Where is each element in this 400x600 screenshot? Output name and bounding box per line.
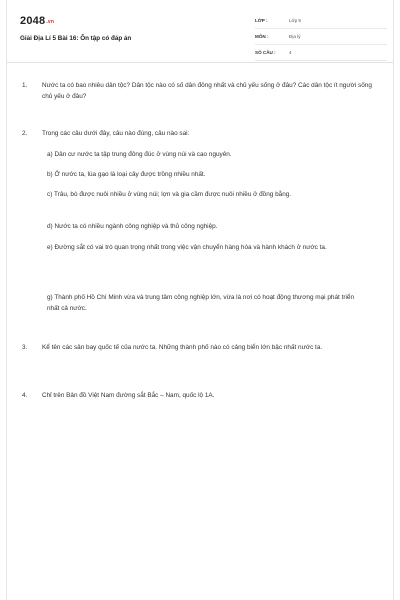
answer-option-e: e) Đường sắt có vai trò quan trọng nhất trong việc vận chuyển hàng hóa và hành khách ở nước ta. — [47, 244, 327, 251]
meta-label-class: LỚP : — [255, 18, 268, 23]
site-logo[interactable] — [20, 15, 54, 27]
question-text: Nước ta có bao nhiêu dân tộc? Dân tộc nào có số dân đông nhất và chủ yếu sống ở đâu? Các dân tộc ít người sống chủ yếu ở đâu? — [42, 82, 372, 100]
meta-label-subject: MÔN : — [255, 34, 269, 39]
answer-option-c: c) Trâu, bò được nuôi nhiều ở vùng núi; lợn và gia cầm được nuôi nhiều ở đồng bằng. — [47, 191, 292, 198]
answer-option-a: a) Dân cư nước ta tập trung đông đúc ở vùng núi và cao nguyên. — [47, 151, 232, 158]
question-number: 4. — [22, 392, 28, 399]
worksheet-page — [6, 0, 394, 600]
meta-value-subject: Địa lý — [289, 34, 301, 39]
meta-info — [255, 15, 387, 63]
meta-value-count: 4 — [289, 50, 292, 55]
question-text: Chỉ trên Bản đồ Việt Nam đường sắt Bắc – Nam, quốc lộ 1A. — [42, 392, 215, 399]
meta-row-subject — [255, 31, 387, 45]
meta-row-class — [255, 15, 387, 29]
question-text: Kể tên các sân bay quốc tế của nước ta. Những thành phố nào có cảng biển lớn bậc nhất nước ta. — [42, 344, 323, 351]
meta-value-class: Lớp 5 — [289, 18, 301, 23]
logo-ext-text: .vn — [46, 19, 55, 25]
question-number: 3. — [22, 344, 28, 351]
meta-label-count: SỐ CÂU : — [255, 50, 276, 55]
answer-option-b: b) Ở nước ta, lúa gạo là loại cây được trồng nhiều nhất. — [47, 171, 206, 178]
meta-row-count — [255, 47, 387, 61]
answer-option-g: g) Thành phố Hồ Chí Minh vừa và trung tâm công nghiệp lớn, vừa là nơi có hoạt động thương mại phát triển nhất cả nước. — [47, 294, 355, 312]
question-number: 2. — [22, 130, 28, 137]
worksheet-header — [7, 0, 393, 63]
question-number: 1. — [22, 82, 28, 89]
question-text: Trong các câu dưới đây, câu nào đúng, câu nào sai: — [42, 130, 190, 137]
answer-option-d: d) Nước ta có nhiều ngành công nghiệp và thủ công nghiệp. — [47, 223, 218, 230]
logo-main-text: 2048 — [20, 15, 46, 27]
page-title: Giải Địa Lí 5 Bài 16: Ôn tập có đáp án — [20, 35, 132, 42]
